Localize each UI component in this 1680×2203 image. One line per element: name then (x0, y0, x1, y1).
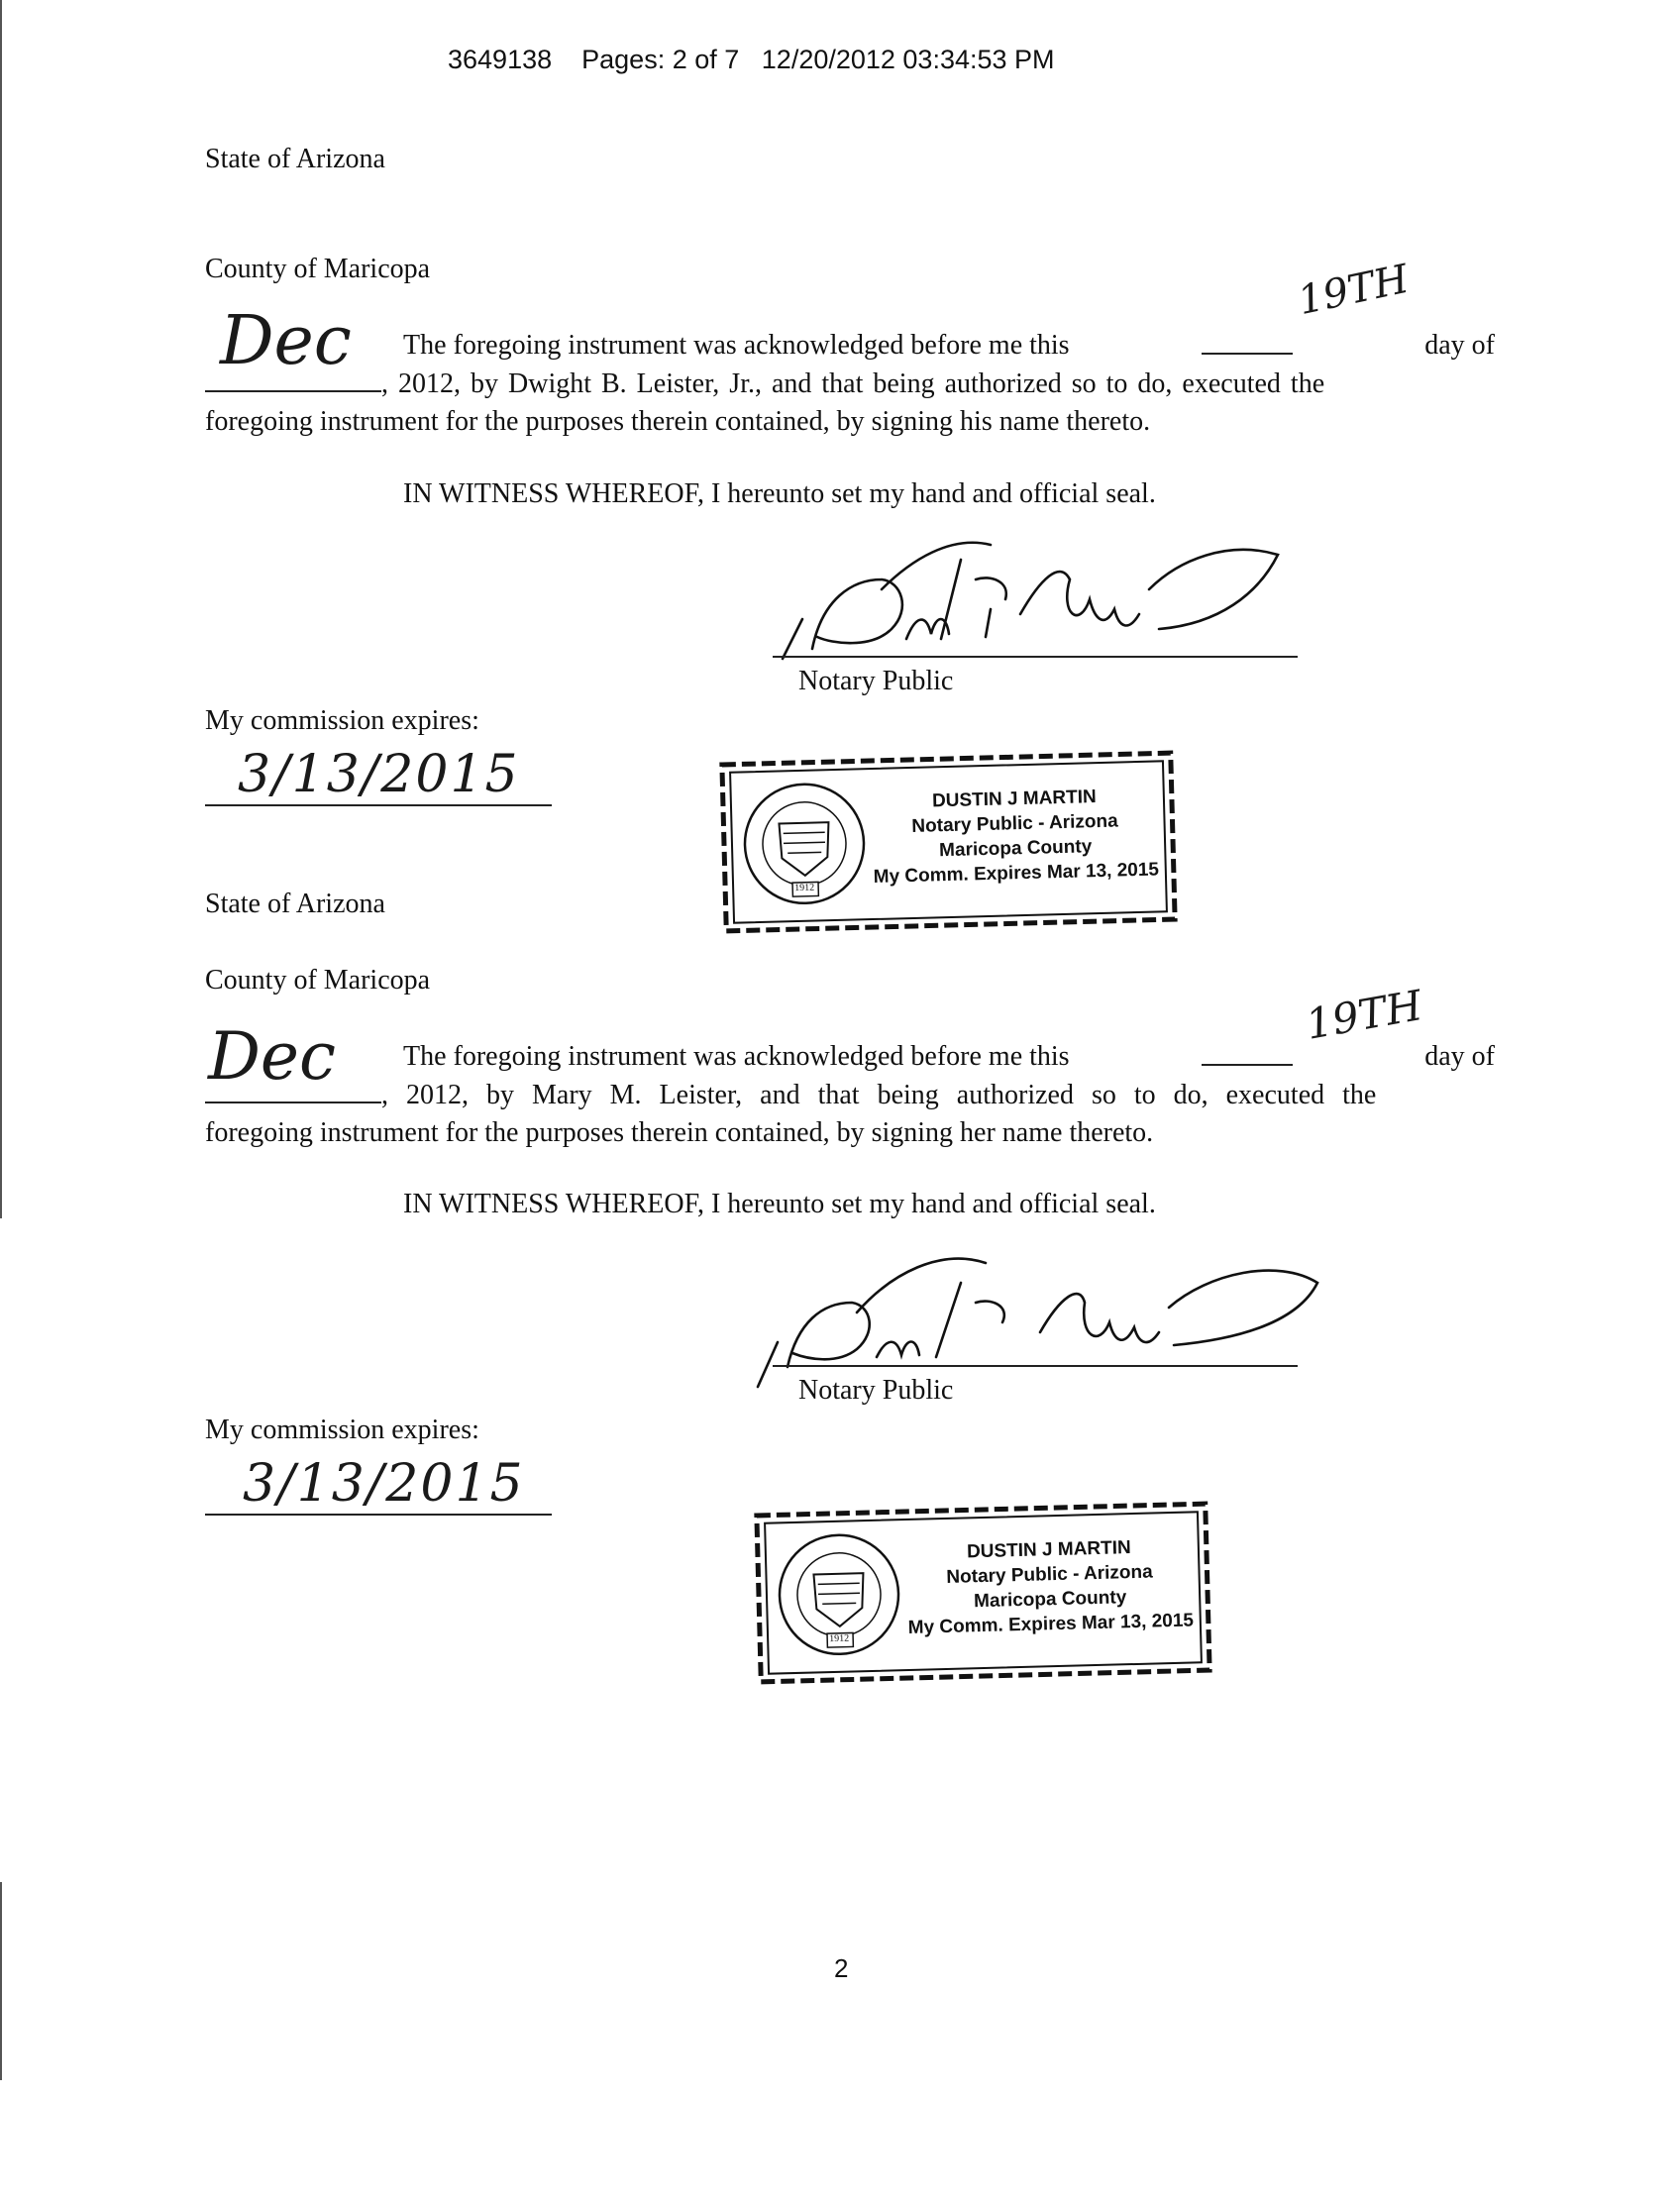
stamp-expiry: My Comm. Expires Mar 13, 2015 (907, 1610, 1195, 1638)
paragraph-text: , 2012, by Mary M. Leister, and that being authorized so to do, executed the (381, 1080, 1377, 1110)
day-blank (1202, 1038, 1293, 1066)
state-label: State of Arizona (205, 144, 385, 174)
page-count: Pages: 2 of 7 (581, 45, 740, 74)
stamp-notary-title: Notary Public - Arizona (946, 1561, 1153, 1588)
paragraph-line (205, 1114, 1495, 1152)
expiry-line (205, 1514, 552, 1516)
notary-signature (743, 1228, 1337, 1397)
handwritten-expiry: 3/13/2015 (238, 745, 520, 804)
paragraph-line (205, 1076, 1495, 1114)
stamp-notary-title: Notary Public - Arizona (911, 810, 1118, 837)
seal-year: 1912 (794, 882, 815, 894)
commission-label: My commission expires: (205, 1415, 479, 1445)
commission-label: My commission expires: (205, 705, 479, 736)
handwritten-day: 19TH (1294, 256, 1414, 325)
stamp-county: Maricopa County (973, 1587, 1127, 1613)
stamp-notary-name: DUSTIN J MARTIN (931, 787, 1097, 812)
notary-stamp (716, 747, 1182, 937)
paragraph-line (205, 365, 1495, 403)
acknowledgment-paragraph (205, 1038, 1495, 1152)
stamp-notary-name: DUSTIN J MARTIN (966, 1537, 1131, 1563)
stamp-county: Maricopa County (938, 836, 1093, 862)
paragraph-text: day of (1424, 1041, 1495, 1072)
paragraph-text: day of (1424, 330, 1495, 361)
paragraph-line (205, 327, 1495, 365)
state-label: State of Arizona (205, 889, 385, 919)
paragraph-text: foregoing instrument for the purposes therein contained, by signing her name thereto. (205, 1117, 1154, 1148)
notary-signature (763, 520, 1317, 674)
recording-timestamp: 12/20/2012 03:34:53 PM (761, 45, 1055, 74)
document-number: 3649138 (448, 45, 553, 74)
handwritten-expiry: 3/13/2015 (243, 1454, 525, 1514)
page-number: 2 (834, 1953, 849, 1983)
scan-edge-mark (0, 1882, 2, 2080)
paragraph-text: foregoing instrument for the purposes therein contained, by signing his name thereto. (205, 406, 1151, 437)
recording-header (448, 45, 1055, 75)
witness-clause: IN WITNESS WHEREOF, I hereunto set my hand and official seal. (403, 1189, 1156, 1219)
month-blank (205, 1076, 381, 1103)
scan-edge-mark (0, 0, 2, 1218)
seal-year: 1912 (829, 1632, 850, 1645)
handwritten-day: 19TH (1302, 981, 1426, 1049)
day-blank (1202, 327, 1293, 355)
notary-public-label: Notary Public (798, 666, 954, 696)
handwritten-month: Dec (208, 1018, 336, 1095)
paragraph-line (205, 1038, 1495, 1076)
paragraph-text: The foregoing instrument was acknowledged before me this (403, 1041, 1070, 1072)
stamp-text-block (900, 1533, 1201, 1640)
paragraph-line (205, 403, 1495, 441)
handwritten-month: Dec (220, 302, 352, 380)
county-label: County of Maricopa (205, 254, 431, 284)
signature-line (773, 656, 1298, 658)
paragraph-text: The foregoing instrument was acknowledged before me this (403, 330, 1070, 361)
stamp-text-block (866, 783, 1166, 890)
county-label: County of Maricopa (205, 965, 431, 996)
stamp-expiry: My Comm. Expires Mar 13, 2015 (873, 859, 1160, 888)
paragraph-text: , 2012, by Dwight B. Leister, Jr., and that being authorized so to do, executed the (381, 368, 1325, 399)
notary-public-label: Notary Public (798, 1375, 954, 1406)
notary-stamp (751, 1498, 1216, 1688)
expiry-line (205, 804, 552, 806)
acknowledgment-paragraph (205, 327, 1495, 441)
signature-line (773, 1365, 1298, 1367)
witness-clause: IN WITNESS WHEREOF, I hereunto set my hand and official seal. (403, 478, 1156, 509)
month-blank (205, 365, 381, 392)
